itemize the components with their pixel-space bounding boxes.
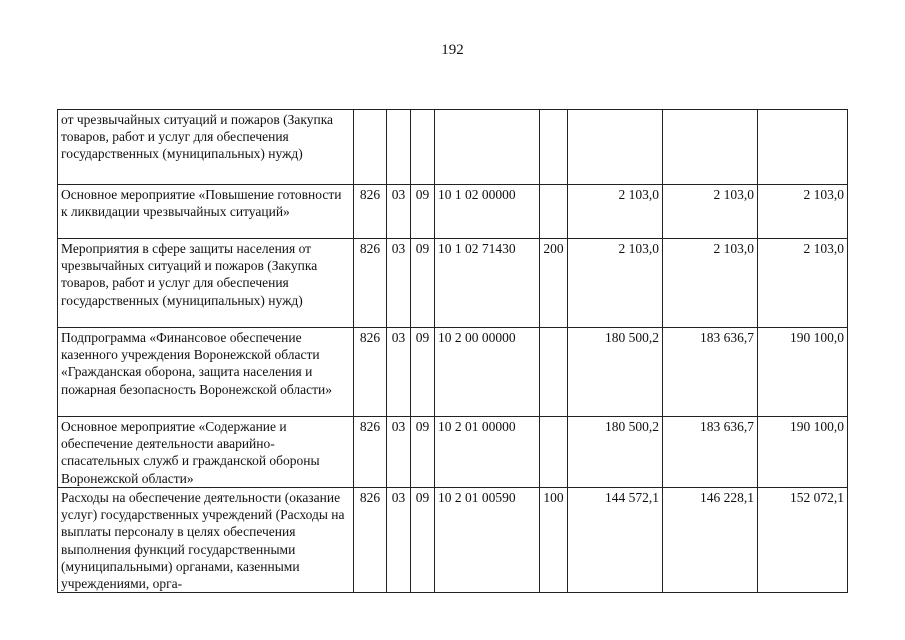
cell-pr: 09 <box>411 417 435 488</box>
cell-year3: 2 103,0 <box>758 185 848 239</box>
cell-year1: 2 103,0 <box>568 185 663 239</box>
cell-year2: 2 103,0 <box>663 239 758 328</box>
cell-year1: 180 500,2 <box>568 417 663 488</box>
cell-csr: 10 2 01 00000 <box>435 417 540 488</box>
cell-csr: 10 2 00 00000 <box>435 328 540 417</box>
cell-pr: 09 <box>411 239 435 328</box>
table-row <box>58 488 848 593</box>
cell-year3 <box>758 110 848 185</box>
cell-rz <box>387 110 411 185</box>
cell-year3: 152 072,1 <box>758 488 848 593</box>
cell-csr: 10 2 01 00590 <box>435 488 540 593</box>
row-name: Основное мероприятие «Повышение готовности к ликвидации чрезвычайных ситуаций» <box>58 185 354 239</box>
table-row <box>58 239 848 328</box>
cell-csr: 10 1 02 71430 <box>435 239 540 328</box>
cell-vr: 200 <box>540 239 568 328</box>
cell-rz: 03 <box>387 328 411 417</box>
row-name: Расходы на обеспечение деятельности (оказание услуг) государственных учреждений (Расходы на выплаты персоналу в целях обеспечения выполнения функций государственными (муниципальными) органами, казенными учреждениями, орга- <box>58 488 354 593</box>
cell-year2: 146 228,1 <box>663 488 758 593</box>
cell-grbs: 826 <box>354 239 387 328</box>
cell-grbs: 826 <box>354 328 387 417</box>
cell-rz: 03 <box>387 239 411 328</box>
cell-csr: 10 1 02 00000 <box>435 185 540 239</box>
cell-vr <box>540 110 568 185</box>
row-name: Подпрограмма «Финансовое обеспечение казенного учреждения Воронежской области «Гражданская оборона, защита населения и пожарная безопасность Воронежской области» <box>58 328 354 417</box>
cell-year3: 190 100,0 <box>758 328 848 417</box>
cell-pr: 09 <box>411 488 435 593</box>
cell-year2: 183 636,7 <box>663 328 758 417</box>
cell-grbs: 826 <box>354 185 387 239</box>
cell-csr <box>435 110 540 185</box>
cell-year1 <box>568 110 663 185</box>
cell-year2: 2 103,0 <box>663 185 758 239</box>
cell-year1: 180 500,2 <box>568 328 663 417</box>
row-name: Мероприятия в сфере защиты населения от чрезвычайных ситуаций и пожаров (Закупка товаров, работ и услуг для обеспечения государственных (муниципальных) нужд) <box>58 239 354 328</box>
cell-year1: 2 103,0 <box>568 239 663 328</box>
cell-year2 <box>663 110 758 185</box>
cell-year3: 2 103,0 <box>758 239 848 328</box>
cell-vr: 100 <box>540 488 568 593</box>
table-row <box>58 417 848 488</box>
cell-year3: 190 100,0 <box>758 417 848 488</box>
row-name: от чрезвычайных ситуаций и пожаров (Закупка товаров, работ и услуг для обеспечения государственных (муниципальных) нужд) <box>58 110 354 185</box>
cell-grbs: 826 <box>354 417 387 488</box>
cell-pr: 09 <box>411 185 435 239</box>
table-row <box>58 110 848 185</box>
cell-vr <box>540 417 568 488</box>
budget-table <box>57 109 848 593</box>
cell-rz: 03 <box>387 417 411 488</box>
cell-year1: 144 572,1 <box>568 488 663 593</box>
table-row <box>58 328 848 417</box>
cell-grbs <box>354 110 387 185</box>
cell-pr: 09 <box>411 328 435 417</box>
cell-vr <box>540 185 568 239</box>
page-number: 192 <box>441 42 464 58</box>
cell-rz: 03 <box>387 185 411 239</box>
cell-rz: 03 <box>387 488 411 593</box>
cell-pr <box>411 110 435 185</box>
cell-vr <box>540 328 568 417</box>
table-row <box>58 185 848 239</box>
cell-year2: 183 636,7 <box>663 417 758 488</box>
cell-grbs: 826 <box>354 488 387 593</box>
row-name: Основное мероприятие «Содержание и обеспечение деятельности аварийно-спасательных служб и гражданской обороны Воронежской области» <box>58 417 354 488</box>
